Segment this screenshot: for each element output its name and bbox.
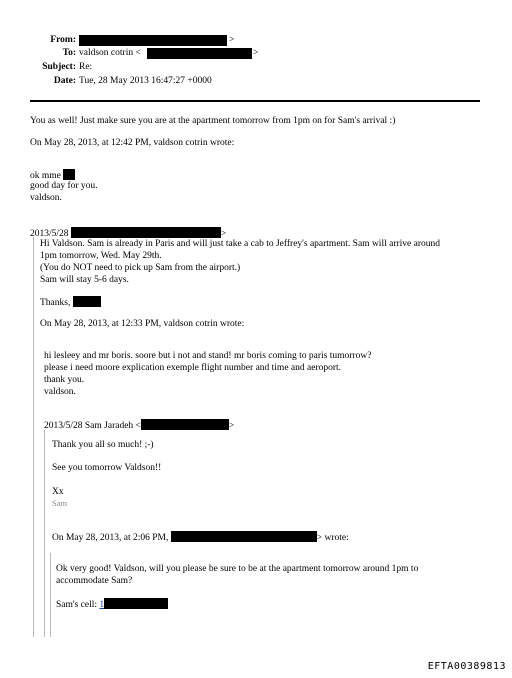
quote-bar — [44, 430, 45, 637]
quote-header — [44, 419, 234, 432]
redaction-bar — [79, 35, 227, 46]
quote-bar — [33, 237, 34, 637]
quote-line: valdson. — [44, 387, 76, 397]
date-label: Date: — [53, 76, 76, 86]
document-id: EFTA00389813 — [427, 661, 506, 672]
quote-attribution: On May 28, 2013, at 12:33 PM, valdson cotrin wrote: — [40, 319, 245, 329]
header-divider — [30, 100, 480, 102]
quote-line: (You do NOT need to pick up Sam from the airport.) — [40, 263, 241, 273]
quote-line: ok mme — [30, 171, 61, 181]
signature-name: Sam — [52, 498, 68, 508]
quote-line: Ok very good! Valdson, will you please be sure to be at the apartment tomorrow around 1pm to — [56, 564, 419, 574]
quote-sender: 2013/5/28 Sam Jaradeh < — [44, 421, 141, 431]
to-close-bracket: > — [253, 48, 259, 58]
quote-close-bracket: > — [220, 229, 227, 239]
quote-line: please i need moore explication exemple flight number and time and aeroport. — [44, 363, 342, 373]
cell-label: Sam's cell: — [56, 600, 98, 610]
quote-close-bracket: > — [228, 421, 235, 431]
cell-line — [56, 598, 168, 611]
quote-line: thank you. — [44, 375, 85, 385]
from-close-bracket: > — [229, 35, 235, 45]
quote-line: See you tomorrow Valdson!! — [52, 463, 162, 473]
quote-wrote: > wrote: — [316, 533, 349, 543]
quote-bar — [50, 553, 51, 637]
quote-date: 2013/5/28 — [30, 229, 69, 239]
quote-line: Hi Valdson. Sam is already in Paris and will just take a cab to Jeffrey's apartment. Sam will arrive around — [40, 239, 441, 249]
quote-line: Sam will stay 5-6 days. — [40, 275, 129, 285]
quote-line: Thank you all so much! ;-) — [52, 440, 154, 450]
message-line: You as well! Just make sure you are at the apartment tomorrow from 1pm on for Sam's arrival :) — [30, 116, 396, 126]
quote-thanks — [40, 296, 101, 309]
redaction-bar — [73, 296, 101, 307]
redaction-bar — [141, 419, 229, 430]
redaction-bar — [71, 227, 221, 238]
phone-link[interactable]: 1 — [99, 600, 105, 610]
from-label: From: — [50, 35, 76, 45]
quote-line: Xx — [52, 487, 64, 497]
redaction-bar — [63, 169, 75, 180]
date-value: Tue, 28 May 2013 16:47:27 +0000 — [79, 76, 212, 86]
quote-line: valdson. — [30, 193, 62, 203]
quote-attribution: On May 28, 2013, at 12:42 PM, valdson cotrin wrote: — [30, 138, 235, 148]
quote-line: good day for you. — [30, 181, 98, 191]
quote-date: On May 28, 2013, at 2:06 PM, — [52, 533, 169, 543]
redaction-bar — [147, 48, 252, 59]
subject-value: Re: — [79, 62, 93, 72]
quote-line: hi lesleey and mr boris. soore but i not and stand! mr boris coming to paris tumorrow? — [44, 351, 372, 361]
redaction-bar — [171, 531, 317, 542]
quote-attribution — [52, 531, 349, 544]
quote-line: Thanks, — [40, 298, 71, 308]
quote-line: 1pm tomorrow, Wed. May 29th. — [40, 251, 162, 261]
quote-line: accommodate Sam? — [56, 576, 133, 586]
to-label: To: — [62, 48, 76, 58]
redaction-bar — [104, 598, 168, 609]
to-value: valdson cotrin < — [79, 48, 141, 58]
subject-label: Subject: — [42, 62, 76, 72]
